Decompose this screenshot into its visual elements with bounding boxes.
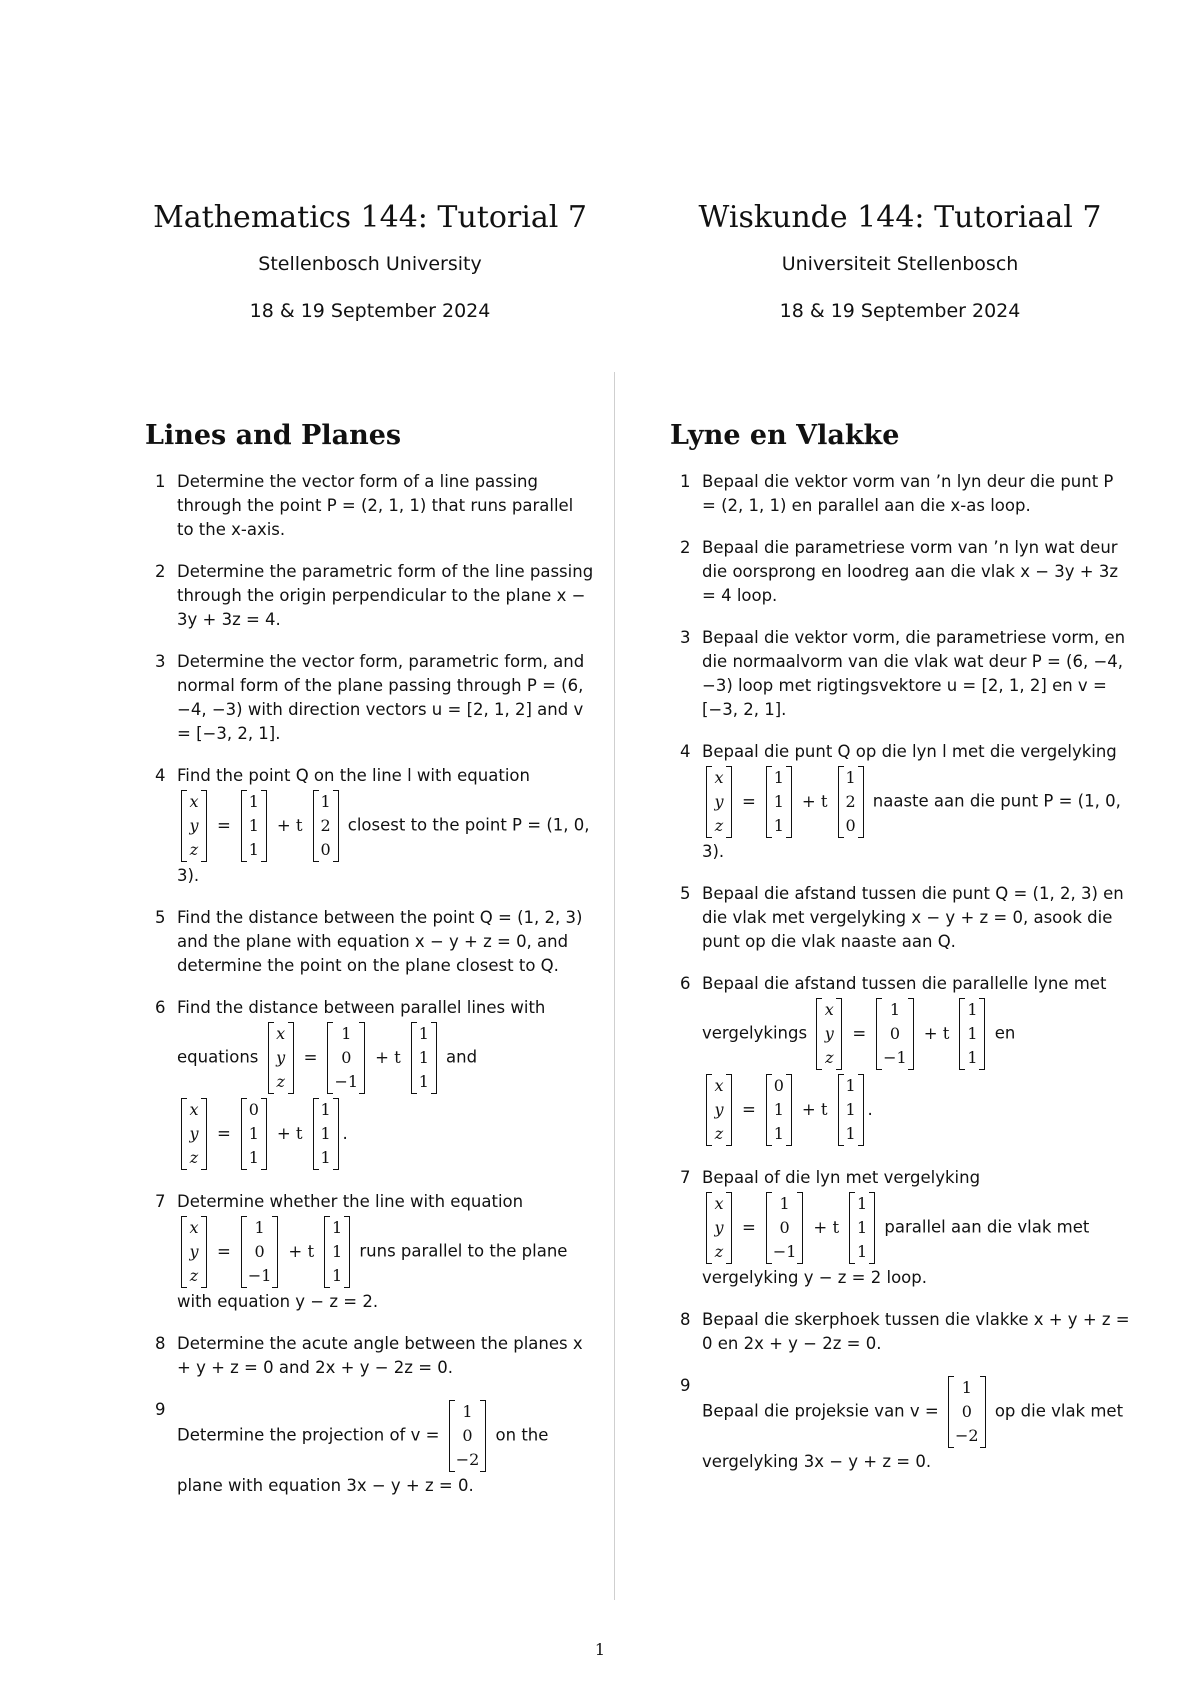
english-question-1	[155, 470, 595, 542]
equals-sign: =	[217, 1124, 231, 1143]
plus-t: + t	[276, 816, 303, 835]
question-text: Determine the parametric form of the line passing through the origin perpendicular to the plane x − 3y + 3z = 4.	[177, 562, 594, 629]
point-vector: 1 0 −1	[876, 998, 914, 1070]
direction-vector: 1 1 1	[324, 1216, 350, 1288]
question-number: 1	[680, 472, 691, 491]
question-text: Determine the acute angle between the planes x + y + z = 0 and 2x + y − 2z = 0.	[177, 1334, 583, 1377]
afrikaans-university: Universiteit Stellenbosch	[781, 253, 1019, 275]
equals-sign: =	[217, 816, 231, 835]
point-vector: 1 1 1	[241, 790, 267, 862]
plus-t: + t	[813, 1218, 840, 1237]
plus-t: + t	[801, 1100, 828, 1119]
question-number: 7	[155, 1192, 166, 1211]
question-lead: Determine whether the line with equation	[177, 1192, 524, 1211]
line-equation	[177, 1216, 354, 1288]
equals-sign: =	[852, 1024, 867, 1043]
question-number: 1	[155, 472, 166, 491]
question-number: 4	[155, 766, 166, 785]
xyz-vector: x y z	[268, 1022, 294, 1094]
english-date: 18 & 19 September 2024	[249, 300, 491, 322]
question-tail: naaste aan die punt P = (1, 0, 3).	[702, 791, 1121, 861]
question-text	[177, 1398, 595, 1498]
line-equation	[177, 790, 343, 862]
afrikaans-section-heading: Lyne en Vlakke	[670, 420, 900, 451]
question-text	[702, 1166, 1132, 1290]
afrikaans-question-1	[680, 470, 1132, 518]
afrikaans-question-3	[680, 626, 1132, 722]
line-equation-2	[177, 1098, 348, 1170]
english-section-heading: Lines and Planes	[145, 420, 402, 451]
question-text	[177, 996, 595, 1172]
english-university: Stellenbosch University	[258, 253, 482, 275]
period: .	[342, 1124, 348, 1143]
equals-sign: =	[303, 1048, 318, 1067]
english-question-3	[155, 650, 595, 746]
question-text: Bepaal die vektor vorm van ’n lyn deur die punt P = (2, 1, 1) en parallel aan die x-as loop.	[702, 472, 1114, 515]
question-lead: Bepaal die punt Q op die lyn l met die vergelyking	[702, 742, 1117, 761]
question-text	[702, 972, 1132, 1148]
plus-t: + t	[288, 1242, 315, 1261]
question-lead: Bepaal die afstand tussen die parallelle lyne met vergelykings	[702, 974, 1107, 1043]
question-text	[177, 1190, 595, 1314]
question-number: 8	[680, 1310, 691, 1329]
question-text	[177, 764, 595, 888]
question-number: 3	[680, 628, 691, 647]
line-equation-2	[702, 1074, 873, 1146]
period: .	[867, 1100, 873, 1119]
xyz-vector: x y z	[706, 1192, 732, 1264]
direction-vector: 1 1 1	[313, 1098, 339, 1170]
afrikaans-question-2	[680, 536, 1132, 608]
xyz-vector: x y z	[181, 1098, 207, 1170]
question-number: 6	[155, 998, 166, 1017]
question-text: Find the distance between the point Q = (1, 2, 3) and the plane with equation x − y + z = 0, and determine the point on the plane closest to Q.	[177, 908, 583, 975]
xyz-vector: x y z	[816, 998, 842, 1070]
column-vector: 1 0 −2	[449, 1400, 487, 1472]
equals-sign: =	[742, 1100, 756, 1119]
question-lead: Find the distance between parallel lines with equations	[177, 998, 546, 1067]
english-question-5	[155, 906, 595, 978]
question-tail: closest to the point P = (1, 0, 3).	[177, 815, 590, 885]
question-number: 4	[680, 742, 691, 761]
direction-vector: 1 2 0	[313, 790, 339, 862]
afrikaans-question-5	[680, 882, 1132, 954]
question-text: Bepaal die vektor vorm, die parametriese vorm, en die normaalvorm van die vlak wat deur P = (6, −4, −3) loop met rigtingsvektore u = [2, 1, 2] en v = [−3, 2, 1].	[702, 628, 1126, 719]
point-vector: 1 0 −1	[766, 1192, 804, 1264]
v-vector	[445, 1400, 491, 1472]
v-vector	[944, 1376, 990, 1448]
question-tail: runs parallel to the plane with equation y − z = 2.	[177, 1241, 568, 1311]
question-text: Bepaal die afstand tussen die punt Q = (1, 2, 3) en die vlak met vergelyking x − y + z = 0, asook die punt op die vlak naaste aan Q.	[702, 884, 1124, 951]
question-tail: parallel aan die vlak met vergelyking y − z = 2 loop.	[702, 1217, 1090, 1287]
point-vector: 0 1 1	[766, 1074, 792, 1146]
point-vector: 1 0 −1	[327, 1022, 365, 1094]
afrikaans-question-list	[680, 470, 1132, 1492]
question-number: 3	[155, 652, 166, 671]
question-number: 9	[680, 1376, 691, 1395]
xyz-vector: x y z	[706, 766, 732, 838]
point-vector: 1 1 1	[766, 766, 792, 838]
afrikaans-title: Wiskunde 144: Tutoriaal 7	[698, 200, 1102, 236]
line-equation	[702, 1192, 879, 1264]
question-number: 9	[155, 1400, 166, 1419]
line-equation-1	[264, 1022, 441, 1094]
afrikaans-question-9	[680, 1374, 1132, 1474]
direction-vector: 1 1 1	[411, 1022, 437, 1094]
plus-t: + t	[923, 1024, 950, 1043]
question-lead: Find the point Q on the line l with equation	[177, 766, 530, 785]
question-text	[702, 740, 1132, 864]
plus-t: + t	[801, 792, 828, 811]
question-text: Determine the vector form, parametric form, and normal form of the plane passing through P = (6, −4, −3) with direction vectors u = [2, 1, 2] and v = [−3, 2, 1].	[177, 652, 585, 743]
equals-sign: =	[217, 1242, 231, 1261]
question-number: 2	[155, 562, 166, 581]
afrikaans-question-4	[680, 740, 1132, 864]
question-lead: Bepaal of die lyn met vergelyking	[702, 1168, 981, 1187]
column-divider	[614, 372, 615, 1600]
question-lead: Determine the projection of v =	[177, 1425, 440, 1445]
question-text: Bepaal die skerphoek tussen die vlakke x + y + z = 0 en 2x + y − 2z = 0.	[702, 1310, 1130, 1353]
equals-sign: =	[742, 792, 756, 811]
afrikaans-date: 18 & 19 September 2024	[779, 300, 1021, 322]
question-number: 8	[155, 1334, 166, 1353]
question-text: Determine the vector form of a line passing through the point P = (2, 1, 1) that runs parallel to the x-axis.	[177, 472, 574, 539]
english-question-8	[155, 1332, 595, 1380]
line-equation	[702, 766, 868, 838]
point-vector: 1 0 −1	[241, 1216, 279, 1288]
point-vector: 0 1 1	[241, 1098, 267, 1170]
afrikaans-question-8	[680, 1308, 1132, 1356]
question-number: 5	[155, 908, 166, 927]
direction-vector: 1 1 1	[838, 1074, 864, 1146]
english-question-4	[155, 764, 595, 888]
afrikaans-question-6	[680, 972, 1132, 1148]
question-number: 2	[680, 538, 691, 557]
question-lead: Bepaal die projeksie van v =	[702, 1401, 939, 1421]
equals-sign: =	[742, 1218, 756, 1237]
question-tail: on the plane with equation 3x − y + z = 0.	[177, 1425, 549, 1495]
direction-vector: 1 2 0	[838, 766, 864, 838]
question-number: 7	[680, 1168, 691, 1187]
xyz-vector: x y z	[181, 790, 207, 862]
english-title: Mathematics 144: Tutorial 7	[153, 200, 587, 236]
english-question-list	[155, 470, 595, 1516]
english-question-6	[155, 996, 595, 1172]
and-word: en	[994, 1023, 1016, 1043]
question-text: Bepaal die parametriese vorm van ’n lyn wat deur die oorsprong en loodreg aan die vlak x − 3y + 3z = 4 loop.	[702, 538, 1119, 605]
and-word: and	[446, 1047, 478, 1067]
column-vector: 1 0 −2	[948, 1376, 986, 1448]
question-number: 5	[680, 884, 691, 903]
xyz-vector: x y z	[706, 1074, 732, 1146]
question-number: 6	[680, 974, 691, 993]
english-question-9	[155, 1398, 595, 1498]
line-equation-1	[812, 998, 989, 1070]
plus-t: + t	[375, 1048, 401, 1067]
xyz-vector: x y z	[181, 1216, 207, 1288]
direction-vector: 1 1 1	[849, 1192, 875, 1264]
question-text	[702, 1374, 1132, 1474]
english-question-2	[155, 560, 595, 632]
page-number: 1	[594, 1640, 606, 1659]
question-tail: op die vlak met vergelyking 3x − y + z = 0.	[702, 1401, 1124, 1471]
direction-vector: 1 1 1	[959, 998, 985, 1070]
afrikaans-question-7	[680, 1166, 1132, 1290]
english-question-7	[155, 1190, 595, 1314]
plus-t: + t	[276, 1124, 303, 1143]
